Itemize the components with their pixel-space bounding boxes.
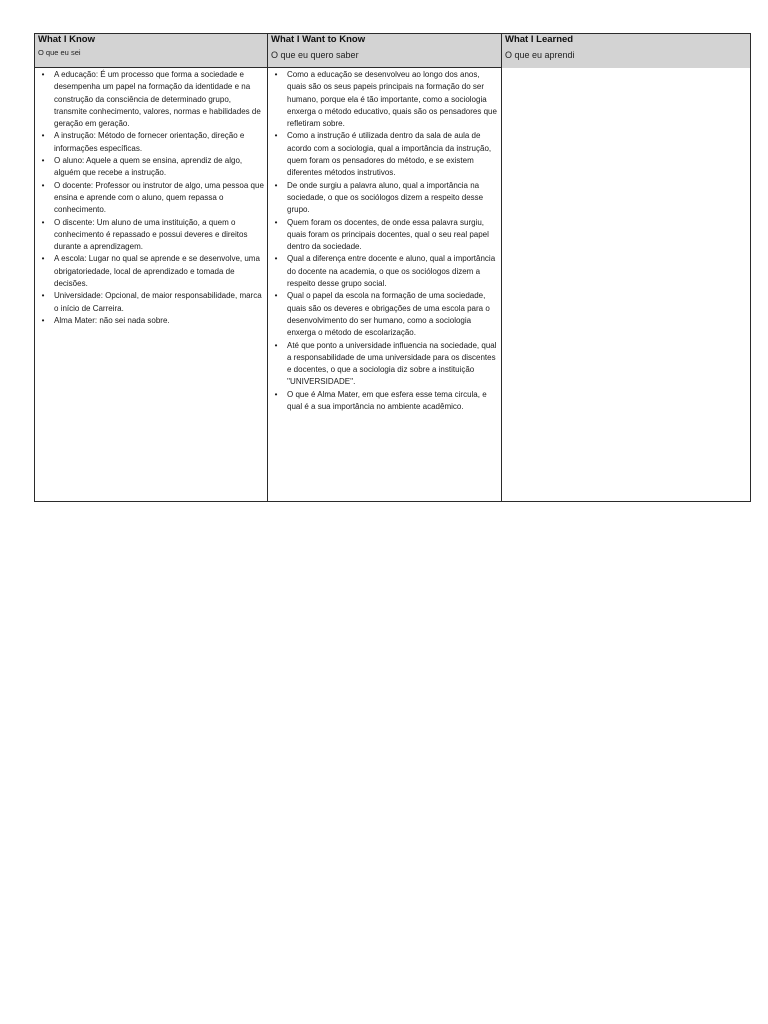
list-item-text: Qual o papel da escola na formação de uma sociedade, quais são os deveres e obrigações de uma escola para o desenvolvimento do ser humano, como a sociologia enxerga o método de escolarização. <box>287 291 490 338</box>
want-header <box>268 34 501 68</box>
list-item-text: Qual a diferença entre docente e aluno, qual a importância do docente na academia, o que os sociólogos dizem a respeito desse grupo social. <box>287 254 496 289</box>
list-item-text: A instrução: Método de fornecer orientação, direção e informações específicas. <box>54 131 245 153</box>
list-item-text: De onde surgiu a palavra aluno, qual a importância na sociedade, o que os sociólogos dizem a respeito desse grupo. <box>287 180 484 215</box>
learned-list <box>502 68 750 69</box>
learned-subtitle: O que eu aprendi <box>505 50 575 60</box>
know-list <box>35 68 267 327</box>
list-item <box>271 389 498 414</box>
list-item <box>271 180 498 217</box>
learned-body <box>502 68 750 501</box>
list-item-text: Até que ponto a universidade influencia na sociedade, qual a responsabilidade de uma universidade para os discentes e docentes, o que a sociologia diz sobre a instituição ''UNIVERSIDADE''. <box>287 340 497 387</box>
want-column <box>268 34 502 501</box>
bullet-icon: • <box>274 70 278 79</box>
know-body <box>35 68 267 501</box>
bullet-icon: • <box>274 340 278 350</box>
bullet-icon: • <box>274 254 278 264</box>
list-item <box>38 69 264 130</box>
list-item <box>38 180 264 217</box>
bullet-icon: • <box>41 254 45 264</box>
bullet-icon: • <box>274 131 278 141</box>
list-item <box>271 217 498 254</box>
list-item-text: Universidade: Opcional, de maior responsabilidade, marca o início de Carreira. <box>54 291 262 313</box>
list-item <box>38 290 264 315</box>
bullet-icon: • <box>41 291 45 301</box>
list-item-text: O aluno: Aquele a quem se ensina, aprendiz de algo, alguém que recebe a instrução. <box>54 156 243 178</box>
bullet-icon: • <box>274 291 278 301</box>
bullet-icon: • <box>41 156 45 166</box>
want-body <box>268 68 501 501</box>
list-item <box>271 290 498 339</box>
learned-column <box>502 34 750 501</box>
bullet-icon: • <box>41 315 45 325</box>
bullet-icon: • <box>274 217 278 227</box>
list-item <box>271 340 498 389</box>
list-item <box>38 155 264 180</box>
bullet-icon: • <box>41 131 45 141</box>
list-item <box>271 69 498 130</box>
list-item <box>38 217 264 254</box>
know-subtitle: O que eu sei <box>38 48 81 57</box>
learned-header <box>502 34 750 68</box>
list-item <box>38 315 264 327</box>
bullet-icon: • <box>274 389 278 399</box>
know-header <box>35 34 267 68</box>
learned-title: What I Learned <box>505 34 574 45</box>
want-subtitle: O que eu quero saber <box>271 50 359 60</box>
want-title: What I Want to Know <box>271 34 366 45</box>
list-item-text: O discente: Um aluno de uma instituição, a quem o conhecimento é repassado e possui deveres e direitos durante a aprendizagem. <box>54 217 248 252</box>
list-item-text: Quem foram os docentes, de onde essa palavra surgiu, quais foram os principais docentes, qual o seu real papel dentro da sociedade. <box>287 217 489 252</box>
know-title: What I Know <box>38 34 95 45</box>
list-item-text: Como a instrução é utilizada dentro da sala de aula de acordo com a sociologia, qual a importância da instrução, quem foram os pensadores do método, e se existem diferentes métodos instrutivos. <box>287 131 492 178</box>
list-item <box>38 130 264 155</box>
bullet-icon: • <box>41 180 45 190</box>
list-item <box>271 130 498 179</box>
list-item <box>38 253 264 290</box>
list-item-text: O docente: Professor ou instrutor de algo, uma pessoa que ensina e aprende com o aluno, quem repassa o conhecimento. <box>54 180 264 215</box>
list-item-text: A escola: Lugar no qual se aprende e se desenvolve, uma obrigatoriedade, local de aprendizado e tomada de decisões. <box>54 254 260 289</box>
list-item-text: O que é Alma Mater, em que esfera esse tema circula, e qual é a sua importância no ambiente acadêmico. <box>287 389 487 412</box>
know-column <box>35 34 268 501</box>
list-item-text: Alma Mater: não sei nada sobre. <box>54 315 170 325</box>
bullet-icon: • <box>41 70 45 79</box>
list-item-text: A educação: É um processo que forma a sociedade e desempenha um papel na formação da identidade e na construção da consciência de determinado grupo, transmite conhecimento, valores, normas e habilidades de geração em geração. <box>54 70 261 129</box>
bullet-icon: • <box>41 217 45 227</box>
kwl-chart <box>34 33 751 502</box>
bullet-icon: • <box>274 180 278 190</box>
list-item-text: Como a educação se desenvolveu ao longo dos anos, quais são os seus papeis principais na formação do ser humano, porque ela é tão importante, como a sociologia enxerga o método educativo, quais são os pensadores que refletiram sobre. <box>287 70 497 129</box>
want-list <box>268 68 501 413</box>
list-item <box>271 253 498 290</box>
